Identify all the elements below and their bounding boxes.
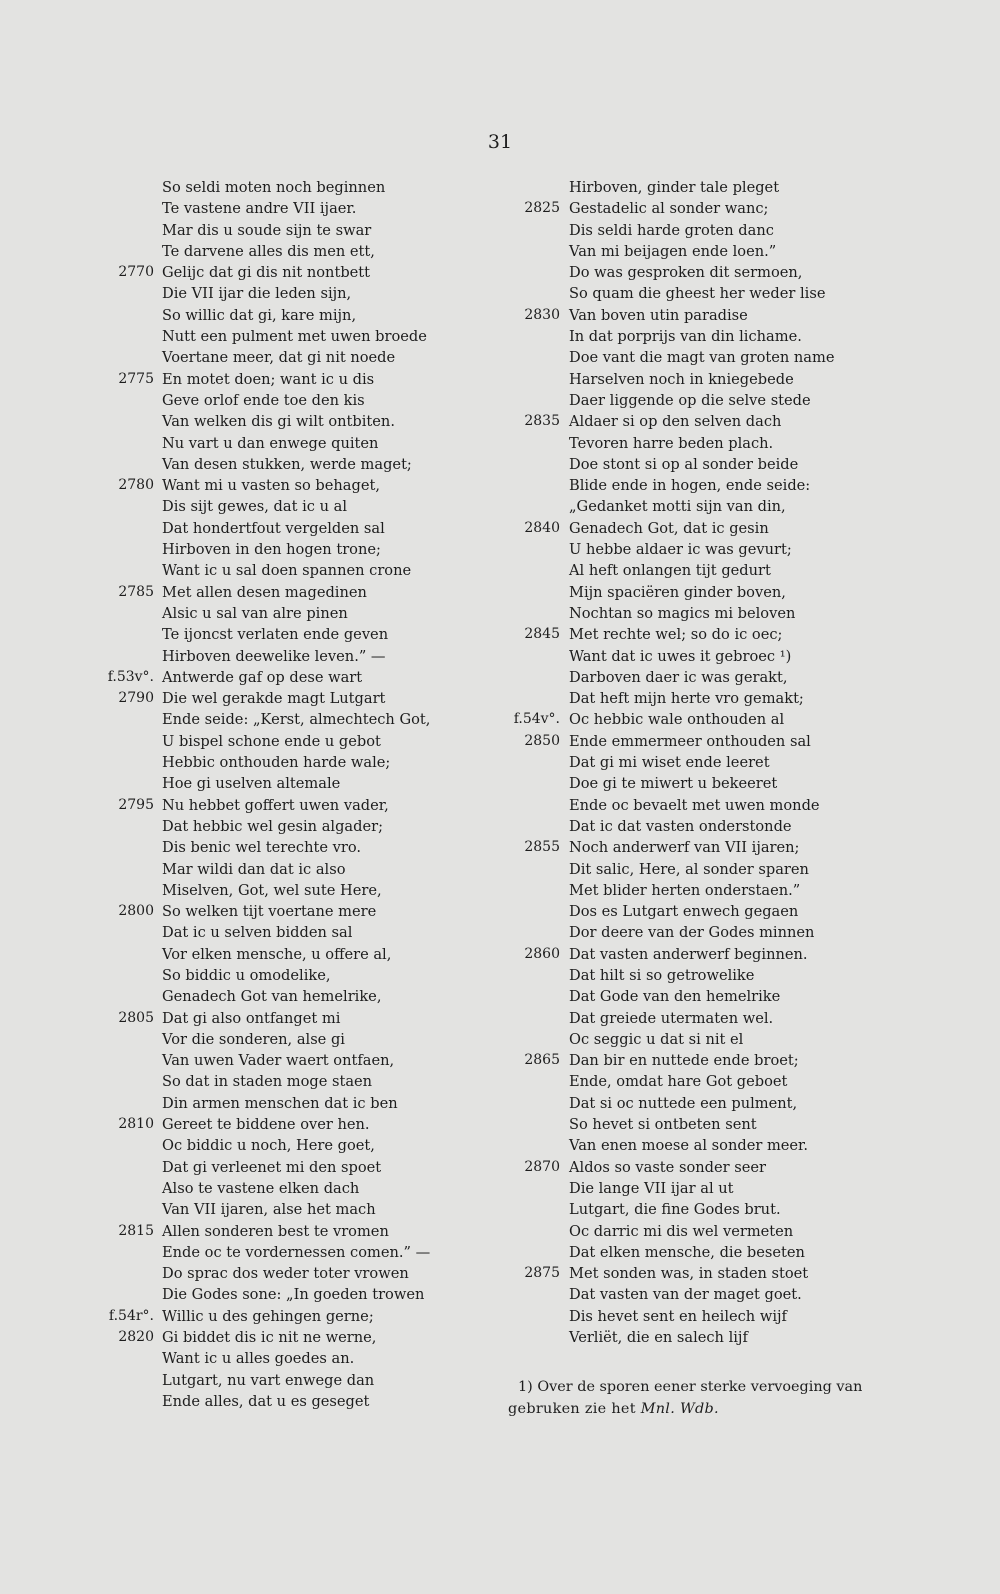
- verse-line: [100, 1199, 460, 1220]
- verse-text: Al heft onlangen tijt gedurt: [569, 562, 771, 580]
- verse-line: [100, 518, 460, 539]
- verse-text: Van desen stukken, werde maget;: [162, 455, 412, 473]
- verse-line: [100, 859, 460, 880]
- verse-text: Dit salic, Here, al sonder sparen: [569, 860, 809, 878]
- verse-line: [505, 326, 925, 347]
- line-number: f.54r°.: [108, 1307, 154, 1324]
- verse-text: Dat ic dat vasten onderstonde: [569, 817, 792, 835]
- verse-text: Allen sonderen best te vromen: [162, 1222, 389, 1240]
- verse-line: [505, 1306, 925, 1327]
- verse-text: Alsic u sal van alre pinen: [162, 604, 348, 622]
- verse-text: Dat heft mijn herte vro gemakt;: [569, 690, 804, 708]
- verse-line: [100, 454, 460, 475]
- verse-text: Ende oc bevaelt met uwen monde: [569, 796, 820, 814]
- verse-text: Ende seide: „Kerst, almechtech Got,: [162, 711, 431, 729]
- verse-text: En motet doen; want ic u dis: [162, 370, 375, 388]
- verse-text: Want ic u alles goedes an.: [162, 1350, 355, 1368]
- verse-text: In dat porprijs van din lichame.: [569, 328, 802, 346]
- verse-text: Dor deere van der Godes minnen: [569, 924, 815, 942]
- line-number: 2840: [524, 519, 560, 536]
- verse-line: [505, 560, 925, 581]
- verse-line: [505, 1093, 925, 1114]
- verse-line: [100, 922, 460, 943]
- verse-text: Also te vastene elken dach: [162, 1179, 360, 1197]
- line-number: 2805: [118, 1009, 154, 1026]
- verse-text: Die VII ijar die leden sijn,: [162, 285, 352, 303]
- verse-line: [100, 944, 460, 965]
- verse-text: Met blider herten onderstaen.”: [569, 881, 801, 899]
- verse-line: [505, 688, 925, 709]
- verse-text: Harselven noch in kniegebede: [569, 370, 794, 388]
- verse-line: [505, 1135, 925, 1156]
- verse-line: [505, 411, 925, 432]
- verse-text: Doe stont si op al sonder beide: [569, 455, 799, 473]
- verse-text: Dis hevet sent en heilech wijf: [569, 1307, 787, 1325]
- verse-text: So welken tijt voertane mere: [162, 903, 377, 921]
- verse-line: [505, 624, 925, 645]
- verse-line: [100, 1370, 460, 1391]
- verse-text: Want dat ic uwes it gebroec ¹): [569, 647, 792, 665]
- verse-text: Do sprac dos weder toter vrowen: [162, 1265, 409, 1283]
- verse-line: [505, 496, 925, 517]
- verse-text: Hebbic onthouden harde wale;: [162, 754, 391, 772]
- verse-line: [100, 773, 460, 794]
- verse-text: Hirboven in den hogen trone;: [162, 541, 381, 559]
- verse-line: [100, 369, 460, 390]
- verse-text: Dis benic wel terechte vro.: [162, 839, 362, 857]
- verse-line: [100, 986, 460, 1007]
- verse-text: Lutgart, die fine Godes brut.: [569, 1201, 781, 1219]
- verse-text: Miselven, Got, wel sute Here,: [162, 881, 382, 899]
- verse-line: [505, 731, 925, 752]
- verse-text: U hebbe aldaer ic was gevurt;: [569, 541, 792, 559]
- verse-text: Van enen moese al sonder meer.: [569, 1137, 809, 1155]
- verse-line: [505, 1284, 925, 1305]
- verse-line: [100, 1306, 460, 1327]
- verse-text: Hirboven, ginder tale pleget: [569, 179, 780, 196]
- verse-line: [100, 560, 460, 581]
- verse-text: Met rechte wel; so do ic oec;: [569, 626, 783, 644]
- verse-text: „Gedanket motti sijn van din,: [569, 498, 786, 516]
- verse-line: [100, 709, 460, 730]
- verse-text: Tevoren harre beden plach.: [569, 434, 774, 452]
- verse-text: Dat gi verleenet mi den spoet: [162, 1158, 382, 1176]
- verse-line: [100, 1391, 460, 1412]
- verse-line: [100, 177, 460, 198]
- verse-line: [505, 475, 925, 496]
- verse-line: [505, 1071, 925, 1092]
- line-number: 2865: [524, 1052, 560, 1069]
- verse-line: [505, 582, 925, 603]
- verse-line: [505, 433, 925, 454]
- verse-text: Die Godes sone: „In goeden trowen: [162, 1286, 425, 1304]
- verse-text: Din armen menschen dat ic ben: [162, 1094, 398, 1112]
- verse-text: Noch anderwerf van VII ijaren;: [569, 839, 800, 857]
- verse-text: Met sonden was, in staden stoet: [569, 1265, 809, 1283]
- verse-text: Gestadelic al sonder wanc;: [569, 200, 769, 218]
- verse-line: [505, 369, 925, 390]
- verse-line: [100, 837, 460, 858]
- verse-line: [505, 1029, 925, 1050]
- verse-text: Hoe gi uselven altemale: [162, 775, 341, 793]
- verse-line: [100, 1008, 460, 1029]
- verse-text: Willic u des gehingen gerne;: [162, 1307, 374, 1325]
- footnote-reference: Mnl. Wdb.: [640, 1401, 719, 1417]
- verse-line: [100, 816, 460, 837]
- verse-text: Vor elken mensche, u offere al,: [162, 945, 392, 963]
- verse-line: [505, 859, 925, 880]
- verse-line: [505, 646, 925, 667]
- line-number: 2775: [118, 370, 154, 387]
- verse-text: Vor die sonderen, alse gi: [162, 1030, 345, 1048]
- line-number: f.54v°.: [513, 711, 560, 728]
- line-number: 2810: [118, 1116, 154, 1133]
- verse-line: [100, 1029, 460, 1050]
- verse-text: Van boven utin paradise: [569, 306, 748, 324]
- verse-line: [505, 944, 925, 965]
- verse-text: Oc hebbic wale onthouden al: [569, 711, 785, 729]
- verse-line: [100, 1348, 460, 1369]
- verse-text: Dat hondertfout vergelden sal: [162, 519, 385, 537]
- verse-line: [100, 347, 460, 368]
- verse-line: [100, 241, 460, 262]
- verse-text: Geve orlof ende toe den kis: [162, 391, 365, 409]
- verse-text: Want mi u vasten so behaget,: [162, 477, 380, 495]
- verse-line: [100, 795, 460, 816]
- verse-line: [505, 709, 925, 730]
- verse-line: [100, 603, 460, 624]
- verse-text: Die lange VII ijar al ut: [569, 1179, 734, 1197]
- verse-line: [100, 582, 460, 603]
- verse-text: Dis sijt gewes, dat ic u al: [162, 498, 347, 516]
- verse-text: Dos es Lutgart enwech gegaen: [569, 903, 799, 921]
- verse-text: Aldos so vaste sonder seer: [569, 1158, 766, 1176]
- verse-line: [505, 816, 925, 837]
- verse-line: [100, 646, 460, 667]
- line-number: 2850: [524, 732, 560, 749]
- verse-line: [100, 1178, 460, 1199]
- verse-text: Gi biddet dis ic nit ne werne,: [162, 1329, 377, 1347]
- page-number: 31: [487, 131, 513, 153]
- line-number: 2825: [524, 200, 560, 217]
- line-number: 2845: [524, 626, 560, 643]
- verse-line: [100, 752, 460, 773]
- verse-line: [100, 1157, 460, 1178]
- verse-line: [505, 1178, 925, 1199]
- verse-line: [505, 901, 925, 922]
- line-number: f.53v°.: [107, 668, 154, 685]
- line-number: 2820: [118, 1329, 154, 1346]
- verse-text: So biddic u omodelike,: [162, 966, 331, 984]
- verse-text: Lutgart, nu vart enwege dan: [162, 1371, 375, 1389]
- verse-text: Mar dis u soude sijn te swar: [162, 221, 372, 239]
- verse-text: Blide ende in hogen, ende seide:: [569, 477, 811, 495]
- verse-text: Dat hilt si so getrowelike: [569, 966, 755, 984]
- verse-text: Want ic u sal doen spannen crone: [162, 562, 412, 580]
- verse-line: [505, 965, 925, 986]
- verse-line: [505, 603, 925, 624]
- verse-line: [100, 539, 460, 560]
- verse-line: [505, 220, 925, 241]
- verse-line: [100, 283, 460, 304]
- verse-text: Darboven daer ic was gerakt,: [569, 668, 788, 686]
- verse-text: Met allen desen magedinen: [162, 583, 367, 601]
- verse-line: [505, 773, 925, 794]
- verse-line: [100, 220, 460, 241]
- verse-text: Dat Gode van den hemelrike: [569, 988, 781, 1006]
- verse-text: Ende emmermeer onthouden sal: [569, 732, 811, 750]
- line-number: 2875: [524, 1265, 560, 1282]
- verse-text: Gereet te biddene over hen.: [162, 1116, 370, 1134]
- verse-line: [505, 539, 925, 560]
- verse-line: [505, 241, 925, 262]
- verse-text: So dat in staden moge staen: [162, 1073, 373, 1091]
- verse-line: [505, 454, 925, 475]
- verse-line: [505, 1221, 925, 1242]
- verse-text: So hevet si ontbeten sent: [569, 1116, 757, 1134]
- verse-text: Nutt een pulment met uwen broede: [162, 328, 427, 346]
- footnote-line: [508, 1398, 893, 1420]
- verse-line: [505, 795, 925, 816]
- verse-line: [505, 177, 925, 198]
- verse-line: [100, 1263, 460, 1284]
- verse-line: [100, 496, 460, 517]
- line-number: 2795: [118, 796, 154, 813]
- verse-text: Daer liggende op die selve stede: [569, 391, 811, 409]
- verse-line: [505, 1008, 925, 1029]
- verse-line: [100, 198, 460, 219]
- verse-text: Genadech Got van hemelrike,: [162, 988, 382, 1006]
- verse-text: Dis seldi harde groten danc: [569, 221, 774, 239]
- verse-text: Nu hebbet goffert uwen vader,: [162, 796, 389, 814]
- verse-text: Te ijoncst verlaten ende geven: [162, 626, 389, 644]
- verse-text: Mar wildi dan dat ic also: [162, 860, 346, 878]
- verse-text: Dat hebbic wel gesin algader;: [162, 817, 383, 835]
- verse-line: [100, 667, 460, 688]
- line-number: 2790: [118, 690, 154, 707]
- verse-text: Dat vasten anderwerf beginnen.: [569, 945, 808, 963]
- verse-text: Antwerde gaf op dese wart: [162, 668, 363, 686]
- right-verse-column: [505, 177, 925, 1348]
- verse-text: Voertane meer, dat gi nit noede: [162, 349, 396, 367]
- verse-line: [505, 1263, 925, 1284]
- verse-line: [100, 1093, 460, 1114]
- verse-text: So willic dat gi, kare mijn,: [162, 306, 357, 324]
- line-number: 2855: [524, 839, 560, 856]
- verse-line: [100, 433, 460, 454]
- verse-line: [100, 901, 460, 922]
- line-number: 2835: [524, 413, 560, 430]
- verse-line: [100, 965, 460, 986]
- line-number: 2770: [118, 264, 154, 281]
- verse-text: Dat si oc nuttede een pulment,: [569, 1094, 798, 1112]
- verse-text: Van uwen Vader waert ontfaen,: [162, 1052, 395, 1070]
- verse-line: [505, 1050, 925, 1071]
- verse-text: Mijn spaciëren ginder boven,: [569, 583, 786, 601]
- verse-line: [505, 1327, 925, 1348]
- verse-text: Doe vant die magt van groten name: [569, 349, 835, 367]
- verse-line: [100, 1135, 460, 1156]
- verse-line: [100, 475, 460, 496]
- verse-line: [505, 1157, 925, 1178]
- verse-text: Verliët, die en salech lijf: [569, 1329, 748, 1347]
- verse-text: U bispel schone ende u gebot: [162, 732, 381, 750]
- verse-line: [100, 688, 460, 709]
- line-number: 2785: [118, 583, 154, 600]
- verse-text: Genadech Got, dat ic gesin: [569, 519, 769, 537]
- verse-text: Dan bir en nuttede ende broet;: [569, 1052, 799, 1070]
- verse-text: Nochtan so magics mi beloven: [569, 604, 796, 622]
- verse-text: Dat vasten van der maget goet.: [569, 1286, 802, 1304]
- verse-text: Van VII ijaren, alse het mach: [162, 1201, 376, 1219]
- verse-text: Te vastene andre VII ijaer.: [162, 200, 357, 218]
- verse-text: Do was gesproken dit sermoen,: [569, 264, 803, 282]
- verse-line: [100, 731, 460, 752]
- verse-line: [100, 1242, 460, 1263]
- verse-line: [100, 262, 460, 283]
- verse-line: [505, 347, 925, 368]
- verse-line: [505, 880, 925, 901]
- verse-text: Dat greiede utermaten wel.: [569, 1009, 774, 1027]
- verse-line: [505, 305, 925, 326]
- verse-line: [100, 880, 460, 901]
- verse-text: Ende, omdat hare Got geboet: [569, 1073, 788, 1091]
- verse-text: Ende oc te vordernessen comen.” —: [162, 1243, 431, 1261]
- verse-line: [100, 1071, 460, 1092]
- line-number: 2800: [118, 903, 154, 920]
- line-number: 2815: [118, 1222, 154, 1239]
- verse-text: Ende alles, dat u es geseget: [162, 1392, 370, 1410]
- line-number: 2830: [524, 306, 560, 323]
- verse-line: [100, 624, 460, 645]
- line-number: 2870: [524, 1158, 560, 1175]
- verse-text: Oc seggic u dat si nit el: [569, 1030, 744, 1048]
- verse-line: [505, 667, 925, 688]
- verse-text: So seldi moten noch beginnen: [162, 179, 386, 196]
- verse-text: Aldaer si op den selven dach: [569, 413, 782, 431]
- verse-line: [505, 262, 925, 283]
- footnote-line: 1) Over de sporen eener sterke vervoeging van: [518, 1379, 863, 1395]
- footnote: [508, 1376, 893, 1420]
- left-verse-column: [100, 177, 460, 1412]
- verse-line: [505, 837, 925, 858]
- verse-line: [100, 326, 460, 347]
- line-number: 2780: [118, 477, 154, 494]
- verse-line: [505, 518, 925, 539]
- verse-text: Nu vart u dan enwege quiten: [162, 434, 379, 452]
- verse-text: Oc biddic u noch, Here goet,: [162, 1137, 375, 1155]
- verse-line: [505, 752, 925, 773]
- verse-text: Te darvene alles dis men ett,: [162, 242, 375, 260]
- verse-line: [100, 1114, 460, 1135]
- verse-text: Hirboven deewelike leven.” —: [162, 647, 386, 665]
- verse-line: [505, 283, 925, 304]
- verse-text: So quam die gheest her weder lise: [569, 285, 826, 303]
- footnote-text: gebruken zie het: [508, 1401, 641, 1417]
- verse-text: Oc darric mi dis wel vermeten: [569, 1222, 794, 1240]
- verse-text: Dat gi mi wiset ende leeret: [569, 754, 770, 772]
- verse-text: Van mi beijagen ende loen.”: [569, 242, 777, 260]
- verse-line: [505, 922, 925, 943]
- verse-line: [505, 198, 925, 219]
- verse-text: Dat elken mensche, die beseten: [569, 1243, 805, 1261]
- line-number: 2860: [524, 945, 560, 962]
- verse-text: Die wel gerakde magt Lutgart: [162, 690, 386, 708]
- verse-text: Gelijc dat gi dis nit nontbett: [162, 264, 371, 282]
- verse-line: [100, 305, 460, 326]
- verse-line: [100, 411, 460, 432]
- verse-line: [100, 390, 460, 411]
- verse-line: [505, 1242, 925, 1263]
- verse-line: [100, 1284, 460, 1305]
- verse-line: [505, 986, 925, 1007]
- verse-line: [505, 1114, 925, 1135]
- verse-line: [100, 1050, 460, 1071]
- verse-text: Dat gi also ontfanget mi: [162, 1009, 341, 1027]
- verse-text: Doe gi te miwert u bekeeret: [569, 775, 778, 793]
- verse-text: Dat ic u selven bidden sal: [162, 924, 353, 942]
- verse-line: [505, 1199, 925, 1220]
- verse-line: [505, 390, 925, 411]
- verse-line: [100, 1327, 460, 1348]
- verse-line: [100, 1221, 460, 1242]
- verse-text: Van welken dis gi wilt ontbiten.: [162, 413, 395, 431]
